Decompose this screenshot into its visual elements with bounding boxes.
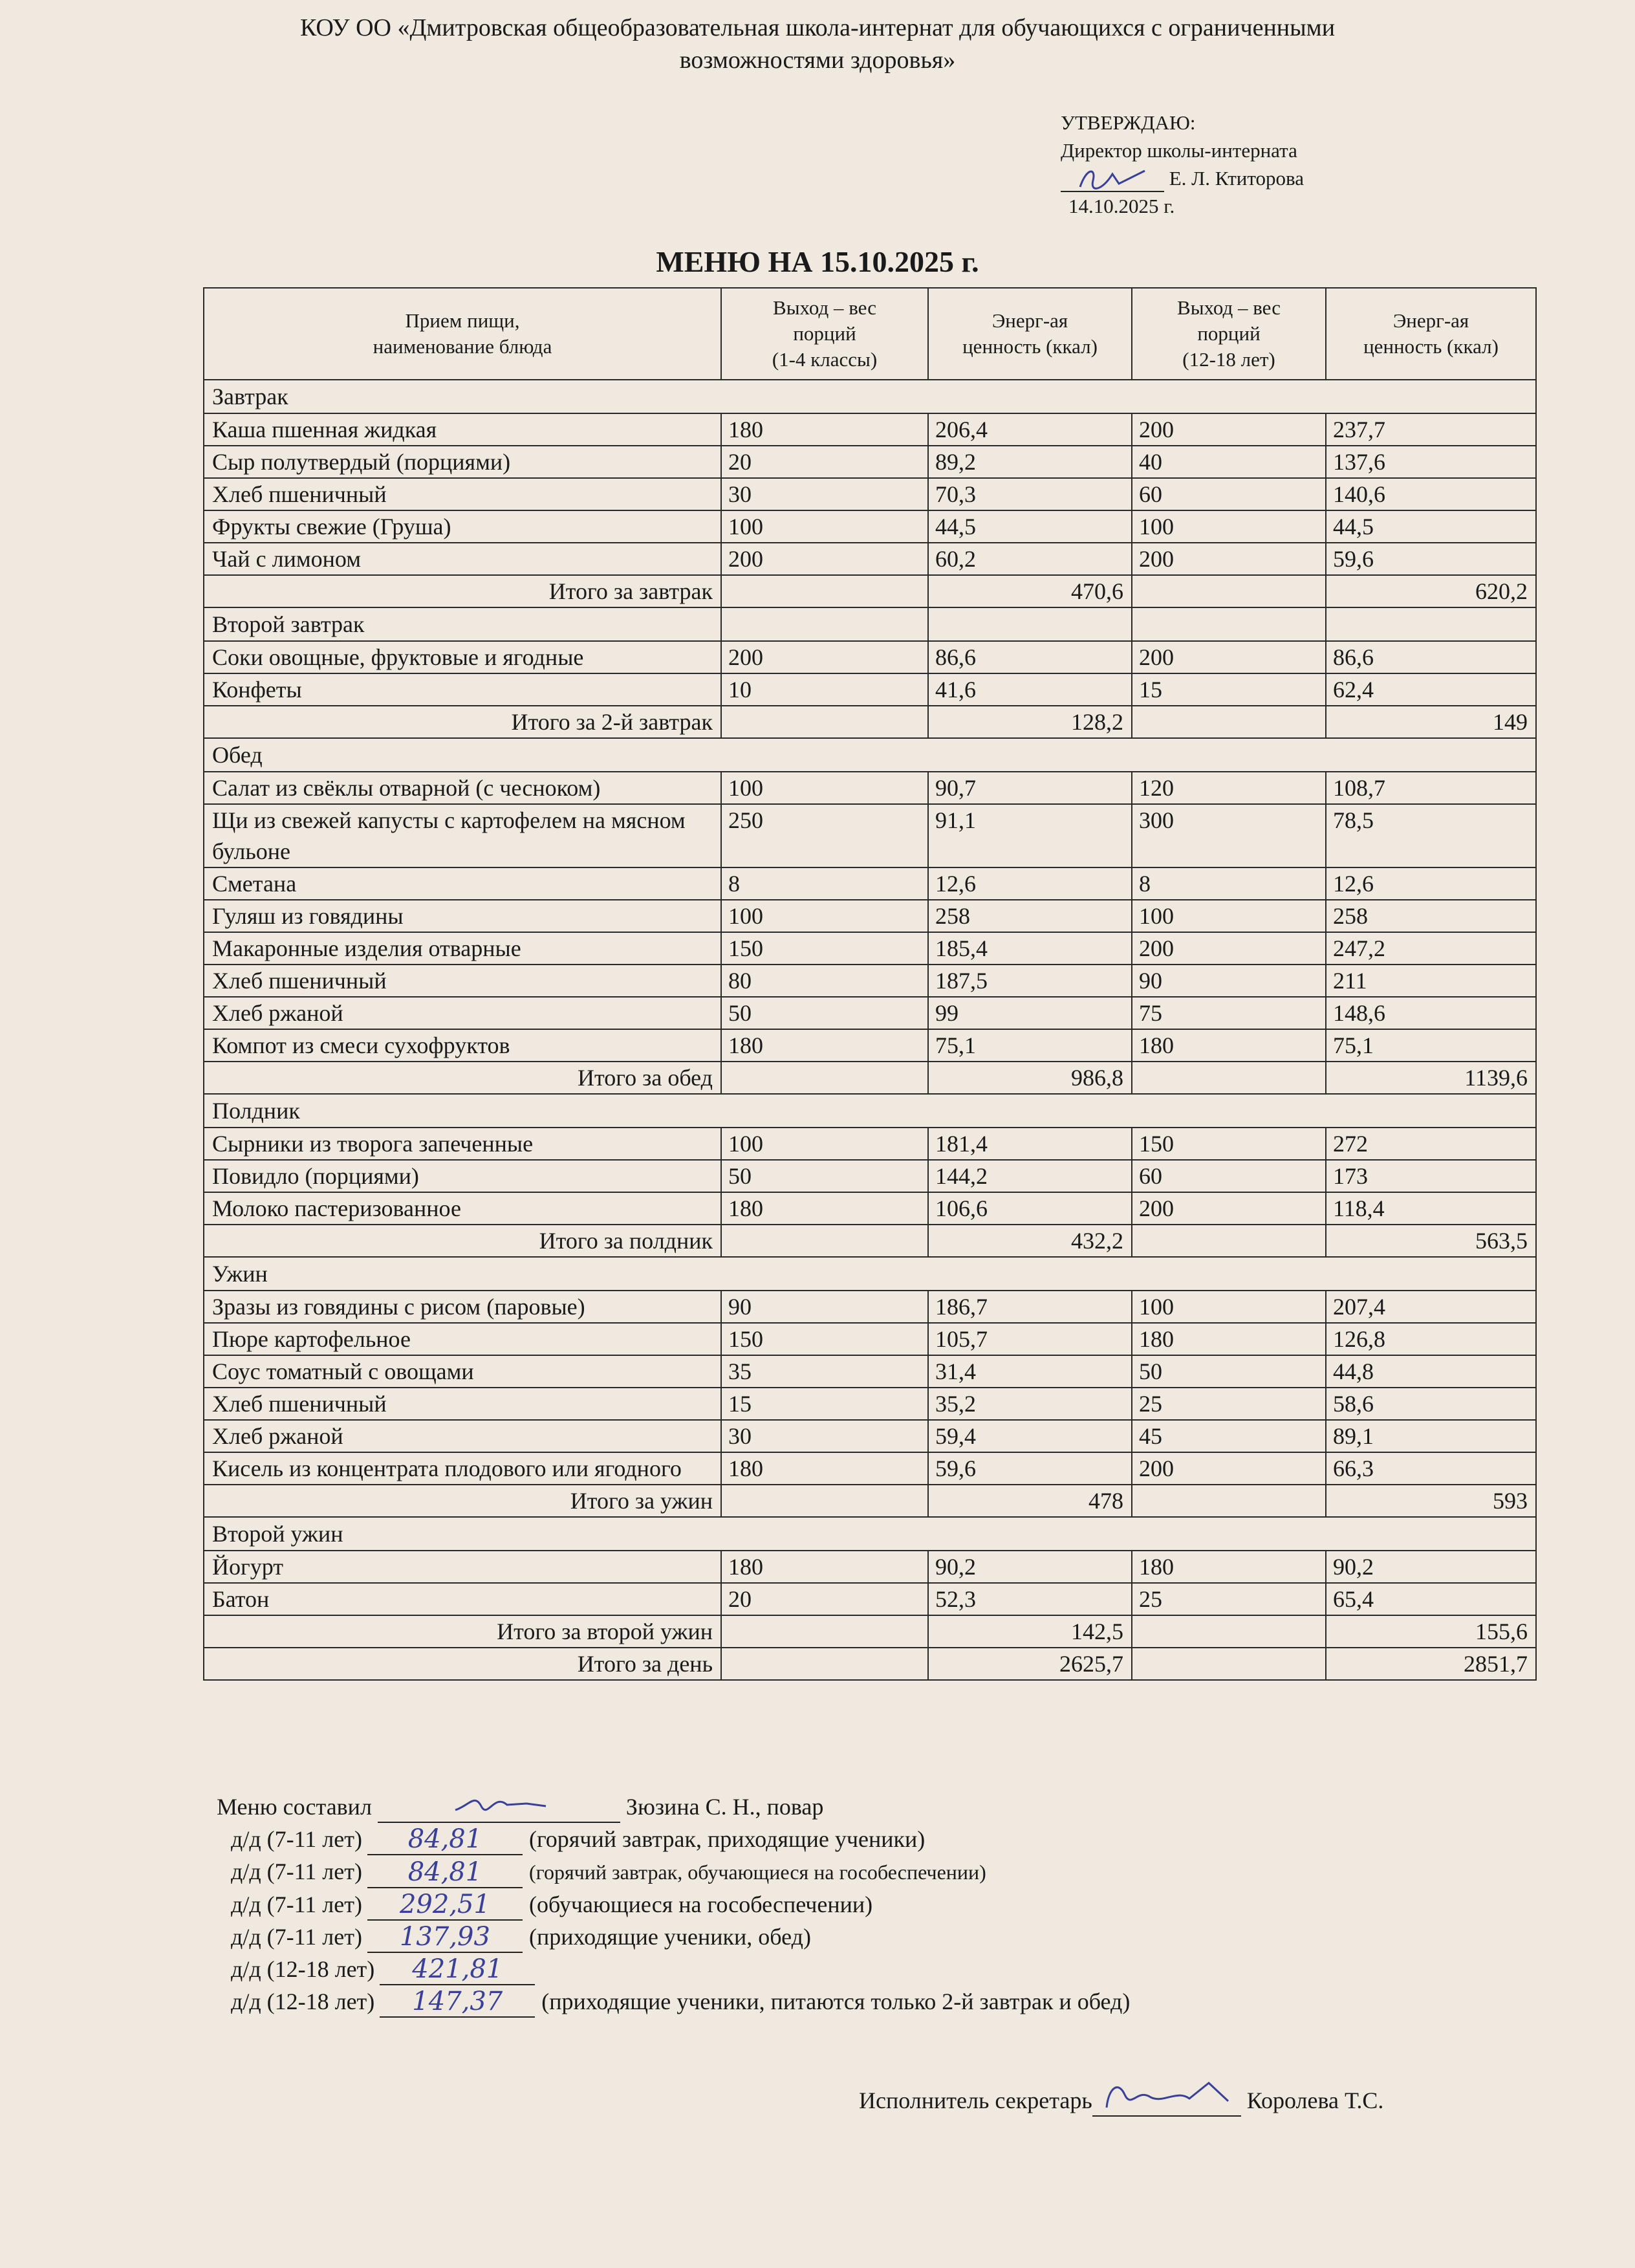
energy-12-18: 118,4: [1326, 1192, 1536, 1225]
energy-12-18: 89,1: [1326, 1420, 1536, 1452]
energy-12-18: 137,6: [1326, 446, 1536, 478]
weight-12-18: 180: [1132, 1029, 1326, 1062]
weight-1-4: 180: [721, 1551, 928, 1583]
cook-signature: [378, 1796, 620, 1823]
table-row: [204, 673, 1536, 706]
total-energy-1: 432,2: [928, 1225, 1132, 1257]
weight-1-4: 100: [721, 510, 928, 543]
total-energy-1: 478: [928, 1485, 1132, 1517]
dd-line: [231, 1921, 1130, 1953]
energy-1-4: 105,7: [928, 1323, 1132, 1355]
dish-name: Щи из свежей капусты с картофелем на мясном бульоне: [204, 804, 721, 867]
header-meal: Прием пищи, наименование блюда: [204, 288, 721, 380]
weight-12-18: 40: [1132, 446, 1326, 478]
energy-12-18: 207,4: [1326, 1291, 1536, 1323]
total-energy-2: 155,6: [1326, 1615, 1536, 1648]
weight-12-18: 200: [1132, 641, 1326, 673]
footer: [217, 1791, 1130, 2018]
section-row: [204, 738, 1536, 772]
dd-value-field: [380, 1987, 535, 2018]
energy-12-18: 272: [1326, 1128, 1536, 1160]
total-energy-2: 593: [1326, 1485, 1536, 1517]
table-row: [204, 772, 1536, 804]
approval-position: Директор школы-интерната: [1061, 139, 1297, 162]
energy-12-18: 78,5: [1326, 804, 1536, 867]
weight-1-4: 100: [721, 900, 928, 932]
weight-12-18: 45: [1132, 1420, 1326, 1452]
header-energy-1: Энерг-ая ценность (ккал): [928, 288, 1132, 380]
energy-12-18: 258: [1326, 900, 1536, 932]
total-row: [204, 1062, 1536, 1094]
dish-name: Хлеб пшеничный: [204, 965, 721, 997]
table-row: [204, 1583, 1536, 1615]
energy-12-18: 65,4: [1326, 1583, 1536, 1615]
weight-1-4: 8: [721, 867, 928, 900]
energy-1-4: 31,4: [928, 1355, 1132, 1388]
dish-name: Йогурт: [204, 1551, 721, 1583]
dish-name: Молоко пастеризованное: [204, 1192, 721, 1225]
table-row: [204, 900, 1536, 932]
director-signature: [1061, 169, 1164, 192]
dd-note: (приходящие ученики, обед): [528, 1924, 811, 1950]
table-row: [204, 1029, 1536, 1062]
dish-name: Сметана: [204, 867, 721, 900]
weight-12-18: 180: [1132, 1323, 1326, 1355]
weight-1-4: 15: [721, 1388, 928, 1420]
total-label: Итого за 2-й завтрак: [204, 706, 721, 738]
executor-line: [859, 2084, 1383, 2117]
dd-value: 84,81: [407, 1857, 482, 1887]
total-row: [204, 1648, 1536, 1680]
approval-date: 14.10.2025 г.: [1068, 195, 1175, 217]
weight-12-18: 90: [1132, 965, 1326, 997]
energy-1-4: 52,3: [928, 1583, 1132, 1615]
dd-label: д/д (7-11 лет): [231, 1924, 362, 1950]
table-row: [204, 1388, 1536, 1420]
total-energy-1: 986,8: [928, 1062, 1132, 1094]
section-label: Обед: [204, 738, 1536, 772]
dd-label: д/д (7-11 лет): [231, 1859, 362, 1884]
energy-1-4: 86,6: [928, 641, 1132, 673]
total-label: Итого за обед: [204, 1062, 721, 1094]
empty-cell: [1326, 607, 1536, 641]
empty-cell: [1132, 1648, 1326, 1680]
weight-1-4: 150: [721, 932, 928, 965]
dd-note: (горячий завтрак, приходящие ученики): [528, 1826, 926, 1852]
table-row: [204, 478, 1536, 510]
energy-1-4: 90,2: [928, 1551, 1132, 1583]
empty-cell: [1132, 1615, 1326, 1648]
dd-note: (обучающиеся на гособеспечении): [528, 1892, 873, 1917]
dish-name: Повидло (порциями): [204, 1160, 721, 1192]
dd-value: 292,51: [399, 1890, 490, 1919]
dd-value-field: [367, 1857, 523, 1888]
energy-1-4: 60,2: [928, 543, 1132, 575]
total-energy-2: 620,2: [1326, 575, 1536, 607]
table-row: [204, 997, 1536, 1029]
weight-12-18: 100: [1132, 1291, 1326, 1323]
table-row: [204, 1420, 1536, 1452]
empty-cell: [721, 1225, 928, 1257]
composed-line: [217, 1791, 1130, 1823]
section-row: [204, 380, 1536, 413]
dd-line: [231, 1823, 1130, 1855]
energy-12-18: 59,6: [1326, 543, 1536, 575]
energy-12-18: 86,6: [1326, 641, 1536, 673]
total-label: Итого за полдник: [204, 1225, 721, 1257]
energy-12-18: 75,1: [1326, 1029, 1536, 1062]
header-energy-2: Энерг-ая ценность (ккал): [1326, 288, 1536, 380]
total-label: Итого за второй ужин: [204, 1615, 721, 1648]
total-row: [204, 706, 1536, 738]
dish-name: Фрукты свежие (Груша): [204, 510, 721, 543]
energy-12-18: 90,2: [1326, 1551, 1536, 1583]
section-row: [204, 607, 1536, 641]
dish-name: Пюре картофельное: [204, 1323, 721, 1355]
dish-name: Хлеб ржаной: [204, 997, 721, 1029]
energy-12-18: 211: [1326, 965, 1536, 997]
dish-name: Кисель из концентрата плодового или ягодного: [204, 1452, 721, 1485]
dish-name: Макаронные изделия отварные: [204, 932, 721, 965]
total-label: Итого за ужин: [204, 1485, 721, 1517]
dish-name: Сырники из творога запеченные: [204, 1128, 721, 1160]
dish-name: Хлеб ржаной: [204, 1420, 721, 1452]
table-row: [204, 804, 1536, 867]
dd-line: [231, 1953, 1130, 1985]
weight-1-4: 90: [721, 1291, 928, 1323]
section-row: [204, 1257, 1536, 1291]
weight-12-18: 200: [1132, 543, 1326, 575]
approval-name: Е. Л. Ктиторова: [1169, 167, 1304, 190]
energy-12-18: 148,6: [1326, 997, 1536, 1029]
dish-name: Конфеты: [204, 673, 721, 706]
weight-12-18: 75: [1132, 997, 1326, 1029]
section-row: [204, 1517, 1536, 1551]
energy-12-18: 126,8: [1326, 1323, 1536, 1355]
energy-1-4: 187,5: [928, 965, 1132, 997]
header-weight-1-4: Выход – вес порций (1-4 классы): [721, 288, 928, 380]
weight-12-18: 25: [1132, 1583, 1326, 1615]
total-label: Итого за день: [204, 1648, 721, 1680]
weight-12-18: 100: [1132, 900, 1326, 932]
weight-12-18: 8: [1132, 867, 1326, 900]
dish-name: Компот из смеси сухофруктов: [204, 1029, 721, 1062]
dd-line: [231, 1855, 1130, 1888]
energy-12-18: 247,2: [1326, 932, 1536, 965]
empty-cell: [1132, 1225, 1326, 1257]
energy-12-18: 140,6: [1326, 478, 1536, 510]
dish-name: Каша пшенная жидкая: [204, 413, 721, 446]
table-row: [204, 413, 1536, 446]
org-line-2: возможностями здоровья»: [679, 47, 956, 74]
empty-cell: [1132, 1062, 1326, 1094]
weight-12-18: 200: [1132, 932, 1326, 965]
empty-cell: [1132, 1485, 1326, 1517]
energy-1-4: 144,2: [928, 1160, 1132, 1192]
energy-1-4: 59,4: [928, 1420, 1132, 1452]
weight-12-18: 200: [1132, 1192, 1326, 1225]
energy-12-18: 58,6: [1326, 1388, 1536, 1420]
empty-cell: [721, 1615, 928, 1648]
total-energy-1: 470,6: [928, 575, 1132, 607]
table-row: [204, 965, 1536, 997]
energy-1-4: 106,6: [928, 1192, 1132, 1225]
dd-value: 137,93: [399, 1922, 490, 1952]
composed-name: Зюзина С. Н., повар: [625, 1794, 824, 1820]
weight-12-18: 100: [1132, 510, 1326, 543]
section-label: Второй ужин: [204, 1517, 1536, 1551]
weight-1-4: 180: [721, 413, 928, 446]
empty-cell: [721, 1648, 928, 1680]
weight-1-4: 100: [721, 772, 928, 804]
energy-1-4: 89,2: [928, 446, 1132, 478]
section-row: [204, 1094, 1536, 1128]
energy-12-18: 44,8: [1326, 1355, 1536, 1388]
weight-1-4: 35: [721, 1355, 928, 1388]
section-label: Ужин: [204, 1257, 1536, 1291]
weight-12-18: 15: [1132, 673, 1326, 706]
weight-12-18: 180: [1132, 1551, 1326, 1583]
dd-value-field: [380, 1954, 535, 1985]
dd-note: (приходящие ученики, питаются только 2-й завтрак и обед): [541, 1989, 1131, 2014]
energy-1-4: 99: [928, 997, 1132, 1029]
energy-1-4: 206,4: [928, 413, 1132, 446]
energy-12-18: 108,7: [1326, 772, 1536, 804]
dd-line: [231, 1985, 1130, 2018]
energy-1-4: 185,4: [928, 932, 1132, 965]
energy-12-18: 66,3: [1326, 1452, 1536, 1485]
dish-name: Батон: [204, 1583, 721, 1615]
weight-12-18: 50: [1132, 1355, 1326, 1388]
dd-value-field: [367, 1824, 523, 1855]
weight-1-4: 200: [721, 641, 928, 673]
dish-name: Зразы из говядины с рисом (паровые): [204, 1291, 721, 1323]
table-row: [204, 1355, 1536, 1388]
energy-12-18: 237,7: [1326, 413, 1536, 446]
section-label: Второй завтрак: [204, 607, 721, 641]
dd-label: д/д (7-11 лет): [231, 1892, 362, 1917]
weight-1-4: 50: [721, 997, 928, 1029]
weight-1-4: 80: [721, 965, 928, 997]
dish-name: Гуляш из говядины: [204, 900, 721, 932]
executor-name: Королева Т.С.: [1246, 2088, 1384, 2113]
energy-1-4: 91,1: [928, 804, 1132, 867]
weight-1-4: 150: [721, 1323, 928, 1355]
section-label: Завтрак: [204, 380, 1536, 413]
total-energy-2: 149: [1326, 706, 1536, 738]
total-row: [204, 1485, 1536, 1517]
dd-value: 147,37: [412, 1987, 503, 2016]
energy-1-4: 70,3: [928, 478, 1132, 510]
empty-cell: [1132, 575, 1326, 607]
energy-12-18: 173: [1326, 1160, 1536, 1192]
weight-12-18: 200: [1132, 413, 1326, 446]
energy-12-18: 12,6: [1326, 867, 1536, 900]
energy-1-4: 90,7: [928, 772, 1132, 804]
weight-1-4: 180: [721, 1452, 928, 1485]
energy-1-4: 75,1: [928, 1029, 1132, 1062]
energy-1-4: 186,7: [928, 1291, 1132, 1323]
weight-12-18: 60: [1132, 1160, 1326, 1192]
weight-1-4: 200: [721, 543, 928, 575]
menu-title: МЕНЮ НА 15.10.2025 г.: [656, 245, 979, 278]
table-row: [204, 867, 1536, 900]
energy-12-18: 62,4: [1326, 673, 1536, 706]
dish-name: Сыр полутвердый (порциями): [204, 446, 721, 478]
weight-1-4: 50: [721, 1160, 928, 1192]
dd-label: д/д (7-11 лет): [231, 1826, 362, 1852]
total-energy-1: 2625,7: [928, 1648, 1132, 1680]
weight-1-4: 30: [721, 1420, 928, 1452]
energy-1-4: 59,6: [928, 1452, 1132, 1485]
composed-label: Меню составил: [217, 1794, 372, 1820]
dd-value: 421,81: [412, 1954, 503, 1984]
empty-cell: [721, 706, 928, 738]
dish-name: Салат из свёклы отварной (с чесноком): [204, 772, 721, 804]
weight-1-4: 20: [721, 1583, 928, 1615]
weight-12-18: 200: [1132, 1452, 1326, 1485]
total-row: [204, 1615, 1536, 1648]
section-label: Полдник: [204, 1094, 1536, 1128]
approval-block: [1061, 109, 1304, 220]
org-line-1: КОУ ОО «Дмитровская общеобразовательная школа-интернат для обучающихся с ограниченными: [299, 14, 1336, 41]
table-row: [204, 1291, 1536, 1323]
total-energy-2: 563,5: [1326, 1225, 1536, 1257]
dish-name: Хлеб пшеничный: [204, 1388, 721, 1420]
weight-1-4: 250: [721, 804, 928, 867]
dd-note: (горячий завтрак, обучающиеся на гособеспечении): [528, 1860, 986, 1884]
energy-1-4: 12,6: [928, 867, 1132, 900]
table-row: [204, 543, 1536, 575]
total-row: [204, 1225, 1536, 1257]
weight-12-18: 150: [1132, 1128, 1326, 1160]
weight-1-4: 180: [721, 1192, 928, 1225]
table-row: [204, 446, 1536, 478]
executor-label: Исполнитель секретарь: [859, 2088, 1092, 2113]
total-energy-1: 142,5: [928, 1615, 1132, 1648]
weight-12-18: 300: [1132, 804, 1326, 867]
dd-label: д/д (12-18 лет): [231, 1989, 375, 2014]
table-row: [204, 1128, 1536, 1160]
empty-cell: [928, 607, 1132, 641]
approval-label: УТВЕРЖДАЮ:: [1061, 111, 1196, 134]
weight-12-18: 120: [1132, 772, 1326, 804]
total-row: [204, 575, 1536, 607]
weight-1-4: 30: [721, 478, 928, 510]
dd-value-field: [367, 1890, 523, 1921]
dd-value: 84,81: [407, 1824, 482, 1854]
dd-value-field: [367, 1922, 523, 1953]
empty-cell: [721, 1485, 928, 1517]
empty-cell: [1132, 607, 1326, 641]
weight-1-4: 100: [721, 1128, 928, 1160]
total-energy-2: 1139,6: [1326, 1062, 1536, 1094]
dd-label: д/д (12-18 лет): [231, 1956, 375, 1982]
weight-12-18: 25: [1132, 1388, 1326, 1420]
header-weight-12-18: Выход – вес порций (12-18 лет): [1132, 288, 1326, 380]
total-energy-1: 128,2: [928, 706, 1132, 738]
energy-1-4: 258: [928, 900, 1132, 932]
table-row: [204, 1452, 1536, 1485]
weight-1-4: 10: [721, 673, 928, 706]
weight-1-4: 20: [721, 446, 928, 478]
total-energy-2: 2851,7: [1326, 1648, 1536, 1680]
table-row: [204, 510, 1536, 543]
table-row: [204, 932, 1536, 965]
table-row: [204, 1160, 1536, 1192]
energy-1-4: 41,6: [928, 673, 1132, 706]
table-row: [204, 1192, 1536, 1225]
energy-1-4: 44,5: [928, 510, 1132, 543]
empty-cell: [721, 607, 928, 641]
dish-name: Соус томатный с овощами: [204, 1355, 721, 1388]
empty-cell: [721, 575, 928, 607]
table-row: [204, 641, 1536, 673]
dd-line: [231, 1888, 1130, 1921]
empty-cell: [1132, 706, 1326, 738]
table-row: [204, 1551, 1536, 1583]
weight-12-18: 60: [1132, 478, 1326, 510]
table-row: [204, 1323, 1536, 1355]
empty-cell: [721, 1062, 928, 1094]
dish-name: Хлеб пшеничный: [204, 478, 721, 510]
energy-1-4: 181,4: [928, 1128, 1132, 1160]
dish-name: Чай с лимоном: [204, 543, 721, 575]
energy-12-18: 44,5: [1326, 510, 1536, 543]
energy-1-4: 35,2: [928, 1388, 1132, 1420]
dish-name: Соки овощные, фруктовые и ягодные: [204, 641, 721, 673]
weight-1-4: 180: [721, 1029, 928, 1062]
organization-header: [0, 12, 1635, 76]
table-header-row: [204, 288, 1536, 380]
menu-table: [203, 287, 1537, 1681]
executor-signature: [1092, 2089, 1241, 2117]
total-label: Итого за завтрак: [204, 575, 721, 607]
